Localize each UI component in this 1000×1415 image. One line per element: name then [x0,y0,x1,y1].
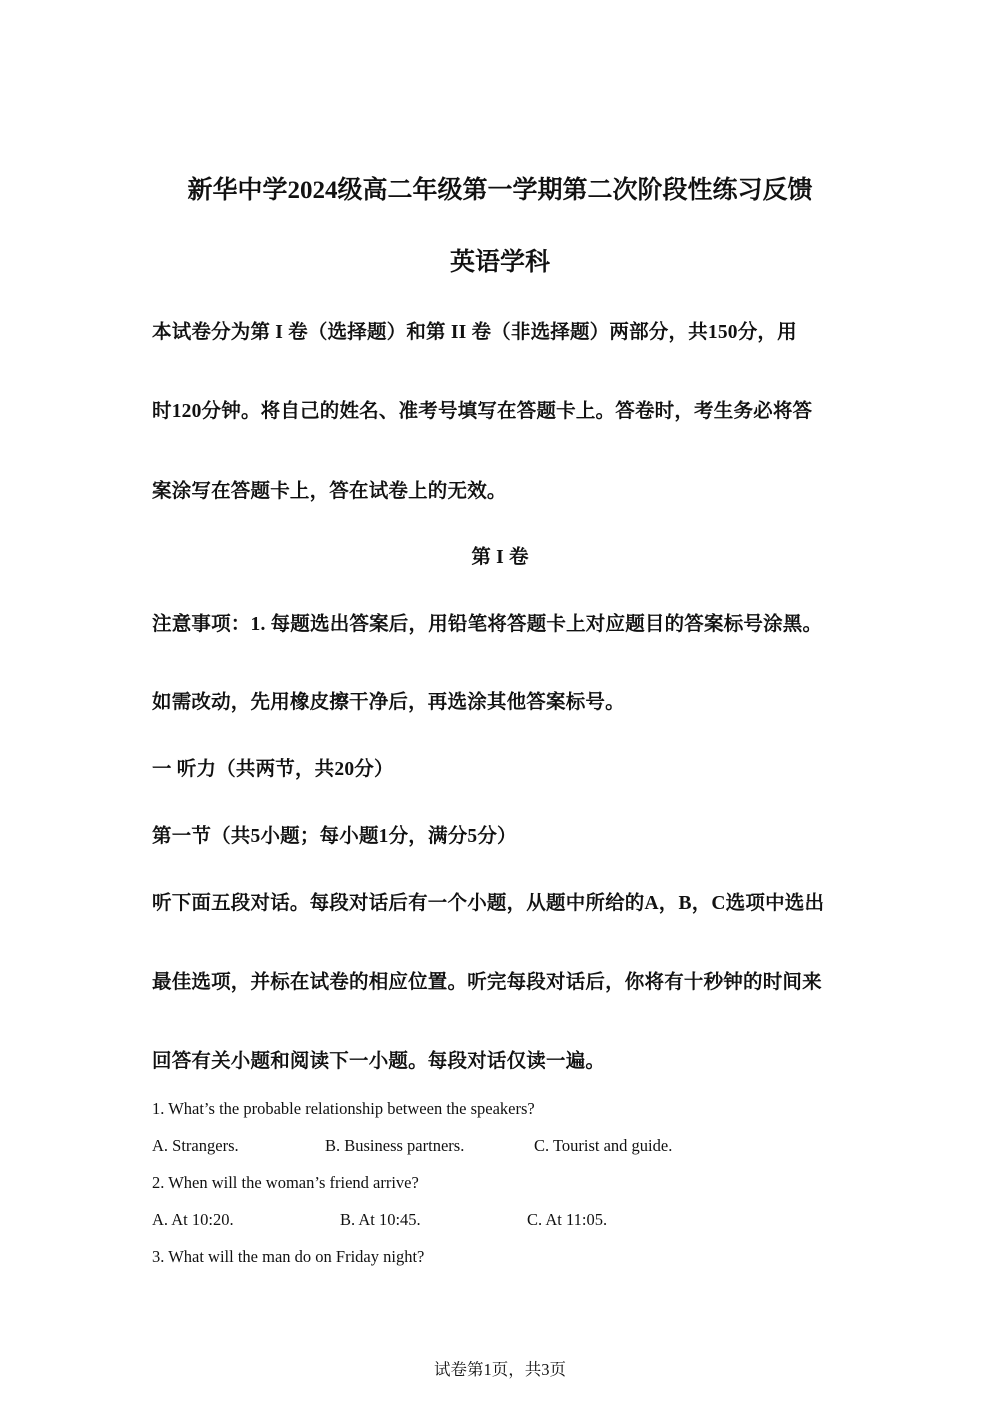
question-2-option-c: C. At 11:05. [527,1210,608,1229]
question-1-option-a: A. Strangers. [152,1136,239,1155]
exam-title: 新华中学2024级高二年级第一学期第二次阶段性练习反馈 [187,177,813,204]
question-1-option-c: C. Tourist and guide. [534,1136,673,1155]
question-1-stem: 1. What’s the probable relationship between the speakers? [152,1099,535,1118]
intro-line-2: 时120分钟。将自己的姓名、准考号填写在答题卡上。答卷时，考生务必将答 [152,401,813,422]
instruction-line-2: 最佳选项，并标在试卷的相应位置。听完每段对话后，你将有十秒钟的时间来 [152,972,822,993]
listening-part-title: 一 听力（共两节，共20分） [152,759,394,780]
intro-line-3: 案涂写在答题卡上，答在试卷上的无效。 [152,481,507,502]
instruction-line-1: 听下面五段对话。每段对话后有一个小题，从题中所给的A，B，C选项中选出 [152,893,825,914]
volume-heading: 第 I 卷 [471,547,529,568]
notice-line-2: 如需改动，先用橡皮擦干净后，再选涂其他答案标号。 [152,692,625,713]
question-2-option-a: A. At 10:20. [152,1210,234,1229]
question-3-stem: 3. What will the man do on Friday night? [152,1247,425,1266]
question-2-option-b: B. At 10:45. [340,1210,421,1229]
notice-line-1: 注意事项：1. 每题选出答案后，用铅笔将答题卡上对应题目的答案标号涂黑。 [152,614,823,635]
question-2-stem: 2. When will the woman’s friend arrive? [152,1173,419,1192]
section-one-title: 第一节（共5小题；每小题1分，满分5分） [152,826,517,847]
instruction-line-3: 回答有关小题和阅读下一小题。每段对话仅读一遍。 [152,1051,606,1072]
page-footer: 试卷第1页，共3页 [434,1360,566,1379]
subject-title: 英语学科 [449,249,550,276]
question-1-option-b: B. Business partners. [325,1136,465,1155]
intro-line-1: 本试卷分为第 I 卷（选择题）和第 II 卷（非选择题）两部分，共150分，用 [152,322,797,343]
